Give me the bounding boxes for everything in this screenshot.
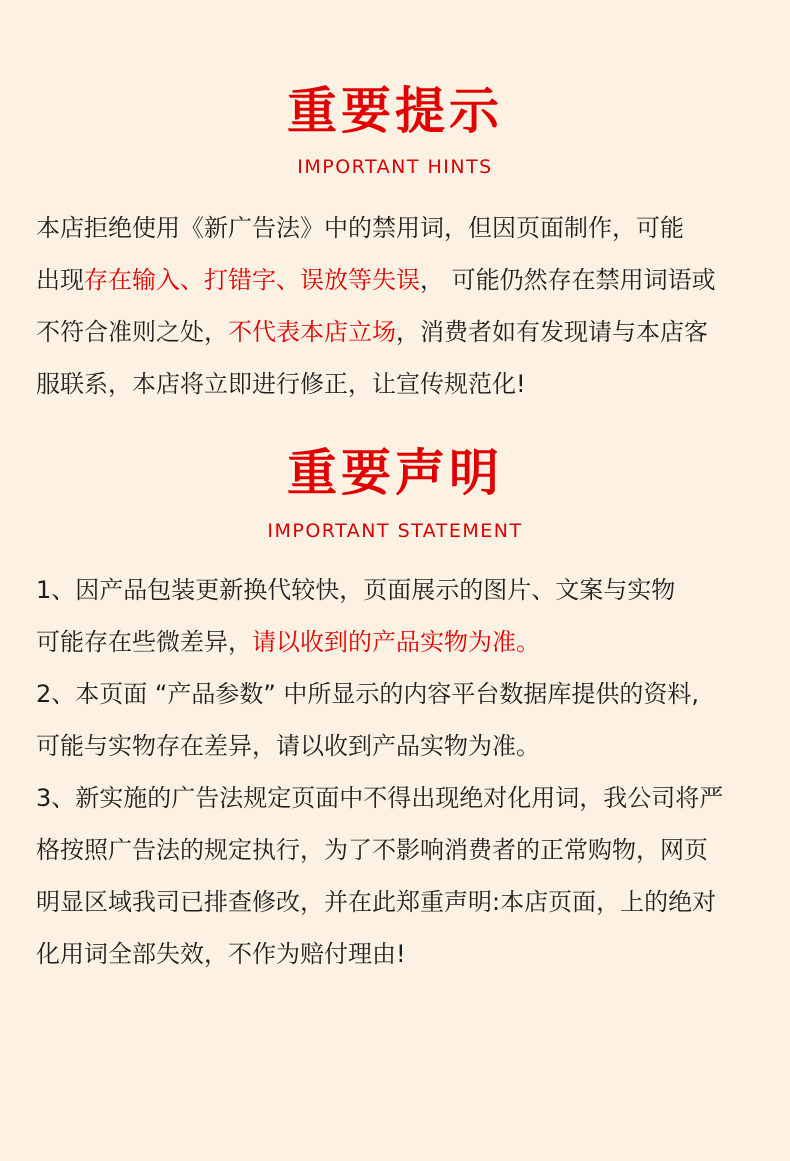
important-hints-section — [36, 81, 754, 410]
hints-highlight: 不代表本店立场 — [228, 318, 396, 346]
statement-body — [36, 564, 754, 980]
hints-text: ， 可能仍然存在禁用词语或 — [420, 266, 716, 294]
important-statement-section — [36, 443, 754, 980]
statement-text: 2、本页面 “产品参数” 中所显示的内容平台数据库提供的资料, — [36, 680, 700, 708]
statement-line — [36, 616, 754, 668]
hints-line — [36, 202, 754, 254]
statement-line — [36, 720, 754, 772]
statement-line — [36, 668, 754, 720]
statement-line — [36, 564, 754, 616]
statement-text: 可能与实物存在差异，请以收到产品实物为准。 — [36, 732, 540, 760]
hints-body — [36, 202, 754, 410]
statement-text: 化用词全部失效，不作为赔付理由! — [36, 940, 406, 968]
statement-title: 重要声明 — [287, 444, 503, 502]
statement-text: 格按照广告法的规定执行，为了不影响消费者的正常购物，网页 — [36, 836, 708, 864]
hints-text: 出现 — [36, 266, 84, 294]
statement-line — [36, 876, 754, 928]
hints-highlight: 存在输入、打错字、误放等失误 — [84, 266, 420, 294]
statement-highlight: 请以收到的产品实物为准。 — [252, 628, 540, 656]
hints-text: 不符合准则之处， — [36, 318, 228, 346]
statement-subtitle: IMPORTANT STATEMENT — [267, 520, 523, 542]
hints-text: 本店拒绝使用《新广告法》中的禁用词，但因页面制作，可能 — [36, 214, 684, 242]
hints-subtitle: IMPORTANT HINTS — [297, 156, 493, 178]
statement-text: 1、因产品包装更新换代较快，页面展示的图片、文案与实物 — [36, 576, 676, 604]
statement-text: 3、新实施的广告法规定页面中不得出现绝对化用词，我公司将严 — [36, 784, 724, 812]
hints-title: 重要提示 — [287, 82, 503, 140]
hints-text: 服联系，本店将立即进行修正，让宣传规范化! — [36, 370, 526, 398]
hints-line — [36, 358, 754, 410]
statement-text: 明显区域我司已排查修改，并在此郑重声明:本店页面，上的绝对 — [36, 888, 717, 916]
statement-text: 可能存在些微差异， — [36, 628, 252, 656]
statement-line — [36, 824, 754, 876]
statement-line — [36, 928, 754, 980]
notice-page — [0, 81, 790, 1161]
hints-line — [36, 306, 754, 358]
statement-line — [36, 772, 754, 824]
hints-text: ，消费者如有发现请与本店客 — [396, 318, 708, 346]
hints-line — [36, 254, 754, 306]
